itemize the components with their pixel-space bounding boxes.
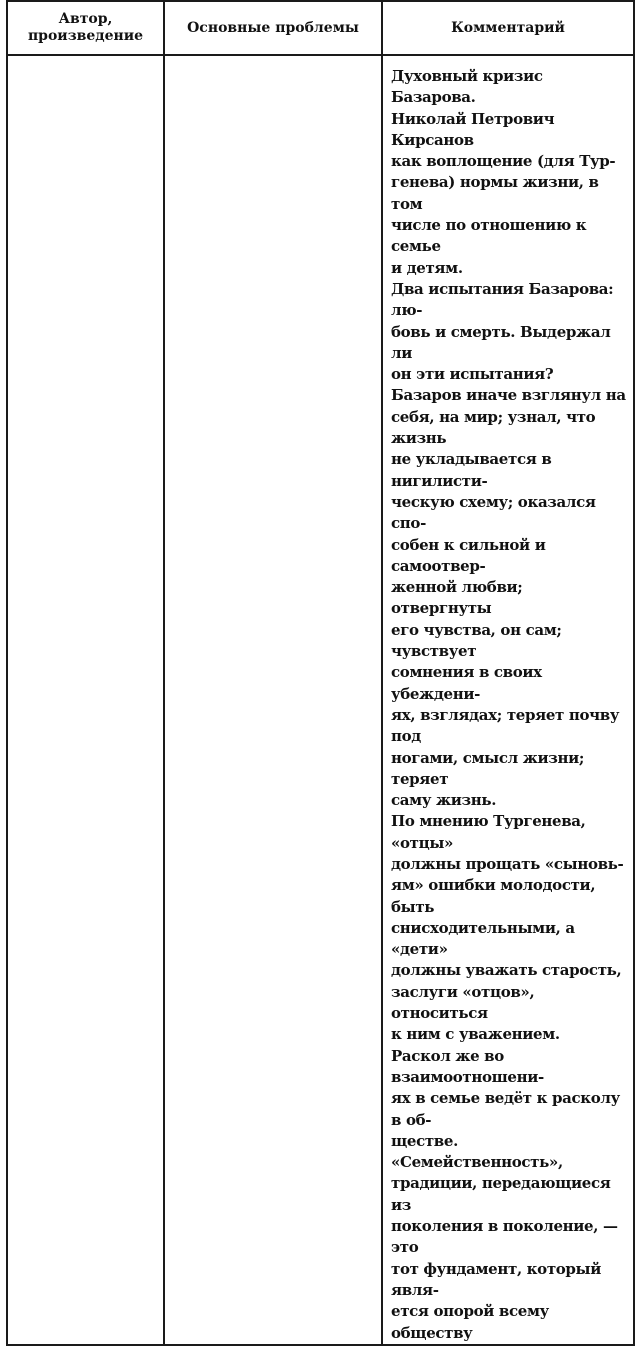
table-row xyxy=(7,55,634,1345)
comment-text: Духовный кризис Базарова. Николай Петрович Кирсанов как воплощение (для Тур- генева) нормы жизни, в том числе по отношению к семье и детям. Два испытания Базарова: лю- бовь и смерть. Выдержал ли он эти испытания? Базаров иначе взглянул на себя, на мир; узнал, что жизнь не укладывается в нигилисти- ческую схему; оказался спо- собен к сильной и самоотвер- женной любви; отвергнуты его чувства, он сам; чувствует сомнения в своих убеждени- ях, взглядах; теряет почву под ногами, смысл жизни; теряет саму жизнь. По мнению Тургенева, «отцы» должны прощать «сыновь- ям» ошибки молодости, быть снисходительными, а «дети» должны уважать старость, заслуги «отцов», относиться к ним с уважением. Раскол же во взаимоотношени- ях в семье ведёт к расколу в об- ществе. «Семейственность», традиции, передающиеся из поколения в поколение, — это тот фундамент, который явля- ется опорой всему обществу xyxy=(391,67,626,1342)
comment-cell xyxy=(382,55,634,1345)
header-comment xyxy=(382,1,634,55)
header-comment-label: Комментарий xyxy=(451,19,565,36)
literature-table xyxy=(6,0,635,1346)
header-problems xyxy=(164,1,382,55)
header-author-label: Автор, произведение xyxy=(27,11,144,44)
header-problems-label: Основные проблемы xyxy=(187,19,359,36)
author-cell xyxy=(7,55,164,1345)
header-author xyxy=(7,1,164,55)
problems-cell xyxy=(164,55,382,1345)
table-header-row xyxy=(7,1,634,55)
